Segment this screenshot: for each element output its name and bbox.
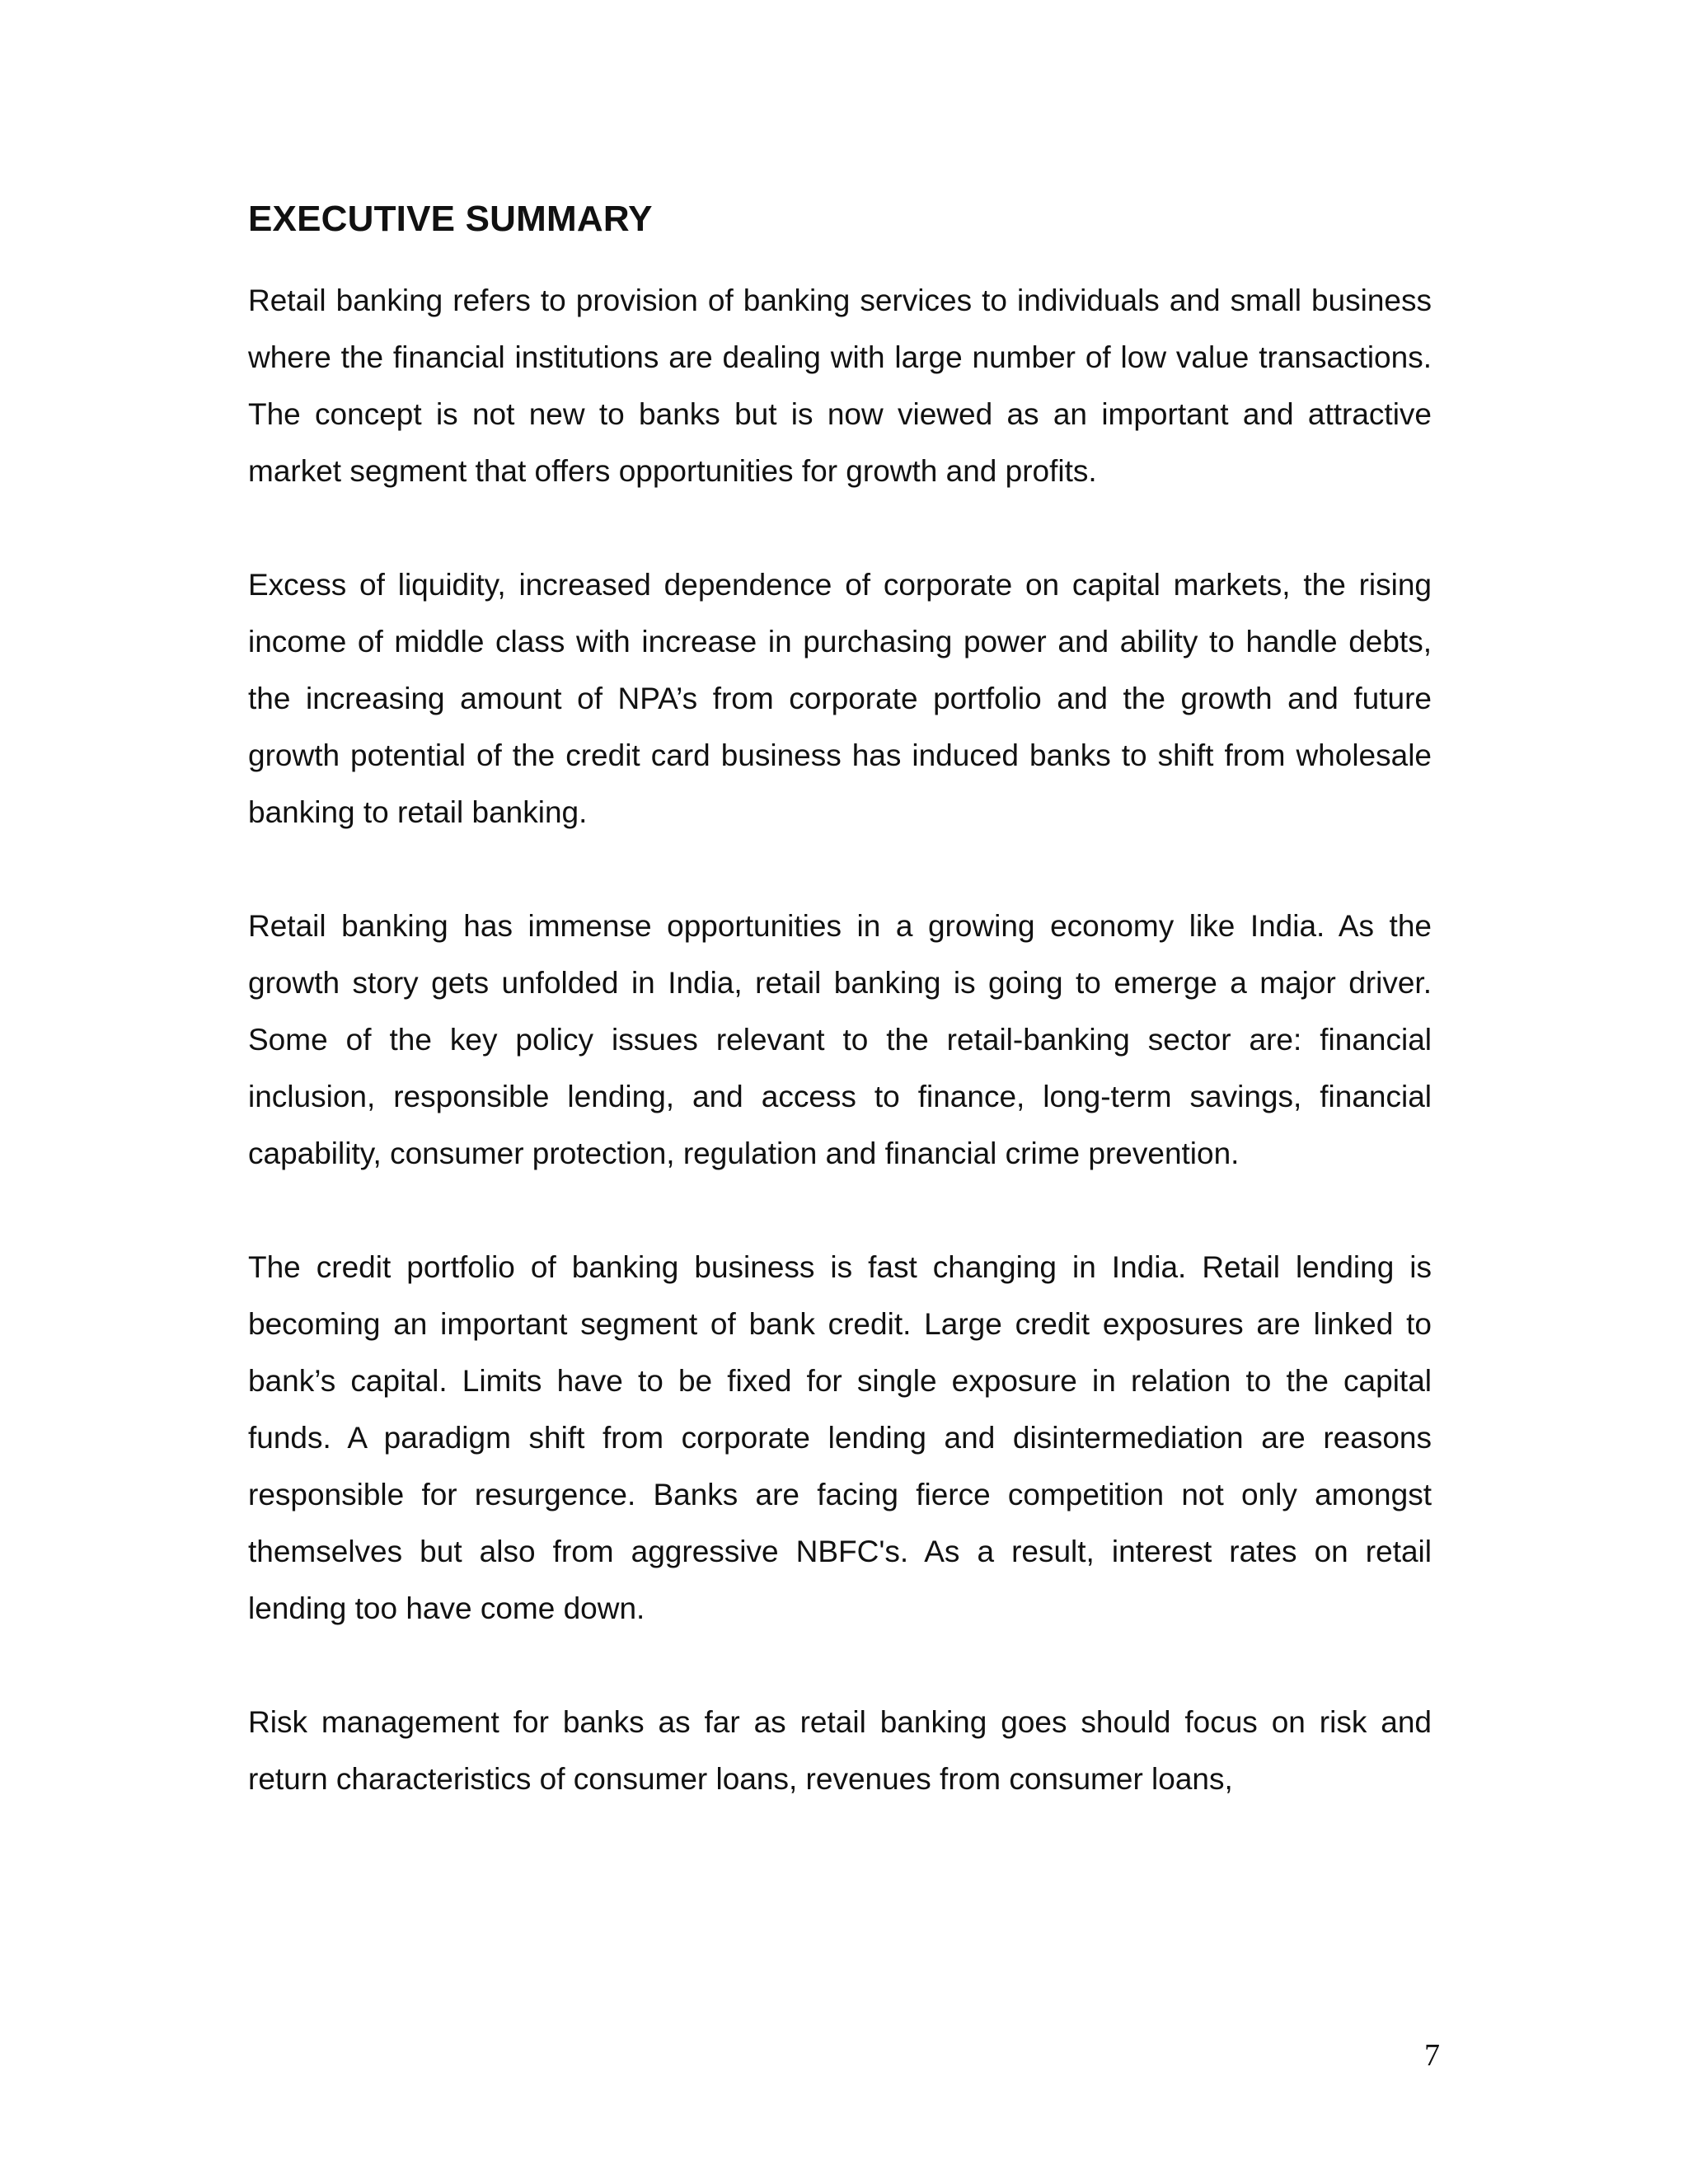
paragraph-3: Retail banking has immense opportunities in a growing economy like India. As the growth story gets unfolded in India, retail banking is going to emerge a major driver. Some of the key policy issues relevant to the retail-banking sector are: financial inclusion, responsible lending, and access to finance, long-term savings, financial capability, consumer protection, regulation and financial crime prevention. bbox=[248, 909, 1432, 1170]
page-number: 7 bbox=[1424, 2038, 1440, 2073]
paragraph-4: The credit portfolio of banking business is fast changing in India. Retail lending is becoming an important segment of bank credit. Large credit exposures are linked to bank’s capital. Limits have to be fixed for single exposure in relation to the capital funds. A paradigm shift from corporate lending and disintermediation are reasons responsible for resurgence. Banks are facing fierce competition not only amongst themselves but also from aggressive NBFC's. As a result, interest rates on retail lending too have come down. bbox=[248, 1250, 1432, 1625]
section-heading: EXECUTIVE SUMMARY bbox=[248, 199, 653, 239]
paragraph-1: Retail banking refers to provision of banking services to individuals and small business where the financial institutions are dealing with large number of low value transactions. The concept is not new to banks but is now viewed as an important and attractive market segment that offers opportunities for growth and profits. bbox=[248, 284, 1432, 488]
paragraph-2: Excess of liquidity, increased dependence of corporate on capital markets, the rising income of middle class with increase in purchasing power and ability to handle debts, the increasing amount of NPA’s from corporate portfolio and the growth and future growth potential of the credit card business has induced banks to shift from wholesale banking to retail banking. bbox=[248, 568, 1432, 829]
paragraph-5: Risk management for banks as far as retail banking goes should focus on risk and return characteristics of consumer loans, revenues from consumer loans, bbox=[248, 1705, 1432, 1796]
page-content bbox=[248, 194, 1432, 1807]
